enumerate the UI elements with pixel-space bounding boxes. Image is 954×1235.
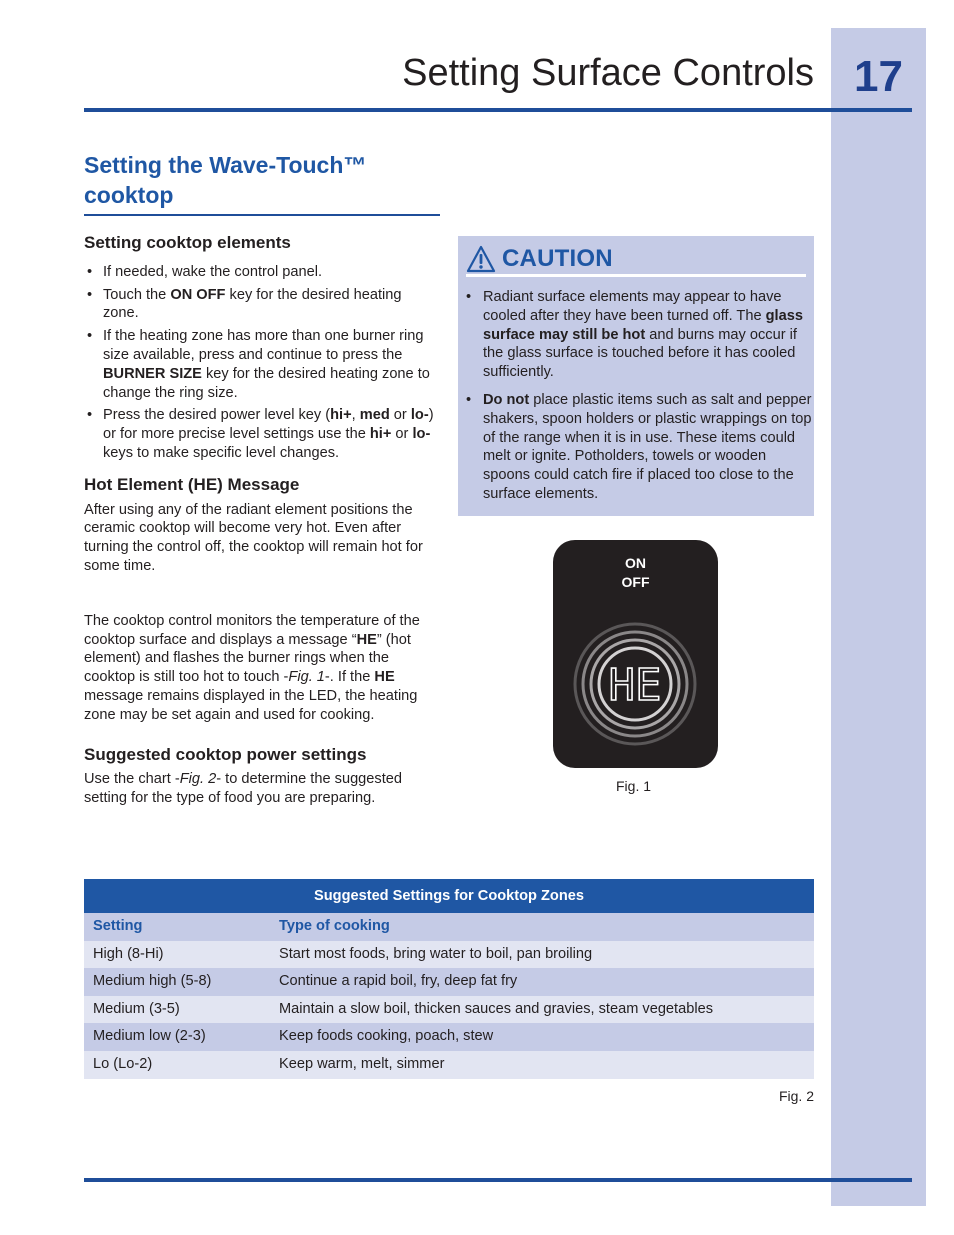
hot-element-para1: After using any of the radiant element positions the ceramic cooktop will become very hot. Even after turning the control off, the cooktop will remain hot for some time. <box>84 501 423 574</box>
caution-box <box>458 236 814 516</box>
table-cell: Continue a rapid boil, fry, deep fat fry <box>279 973 518 990</box>
list-item: • If the heating zone has more than one burner ring size available, press and continue to press the BURNER SIZE key for the desired heating zone to change the ring size. <box>84 327 440 402</box>
suggested-para: Use the chart -Fig. 2- to determine the suggested setting for the type of food you are preparing. <box>84 771 402 807</box>
table-cell: Maintain a slow boil, thicken sauces and gravies, steam vegetables <box>279 1000 713 1017</box>
hot-element-para2: The cooktop control monitors the temperature of the cooktop surface and displays a message “HE” (hot element) and flashes the burner rings when the cooktop is still too hot to touch -Fig. 1-. If the HE message remains displayed in the LED, the heating zone may be set again and used for cooking. <box>84 612 420 723</box>
settings-table <box>84 879 814 1079</box>
page-number: 17 <box>854 52 903 101</box>
section-title-line1: Setting the Wave-Touch™ <box>84 152 367 178</box>
caution-rule <box>466 274 806 277</box>
table-caption: Fig. 2 <box>778 1088 814 1104</box>
burner-rings-icon <box>571 620 699 748</box>
column-header: Setting <box>93 918 143 934</box>
table-row <box>84 1023 814 1051</box>
elements-heading: Setting cooktop elements <box>84 233 291 252</box>
table-cell: Medium (3-5) <box>93 1000 180 1017</box>
table-cell: Medium low (2-3) <box>93 1028 206 1045</box>
list-item: • Touch the ON OFF key for the desired heating zone. <box>84 286 440 324</box>
figure-caption: Fig. 1 <box>616 778 652 794</box>
elements-list <box>84 263 440 463</box>
table-row <box>84 968 814 996</box>
list-item: • Radiant surface elements may appear to have cooled after they have been turned off. The glass surface may still be hot and burns may occur if the glass surface is touched before it has cooled sufficiently. <box>466 288 812 382</box>
table-title: Suggested Settings for Cooktop Zones <box>84 879 814 913</box>
on-label: ON <box>625 555 646 571</box>
control-panel-illustration <box>553 540 718 768</box>
table-row <box>84 996 814 1024</box>
side-tab <box>831 28 926 1206</box>
list-item: • If needed, wake the control panel. <box>84 263 440 282</box>
caution-list <box>466 288 812 513</box>
table-cell: Lo (Lo-2) <box>93 1055 153 1072</box>
section-title <box>84 150 440 210</box>
section-rule <box>84 214 440 216</box>
caution-header <box>466 242 613 276</box>
table-cell: Start most foods, bring water to boil, pan broiling <box>279 945 593 962</box>
hot-element-heading: Hot Element (HE) Message <box>84 474 300 494</box>
table-row <box>84 1051 814 1079</box>
warning-icon <box>466 245 496 273</box>
table-cell: Keep foods cooking, poach, stew <box>279 1028 494 1045</box>
list-item: • Press the desired power level key (hi+, med or lo-) or for more precise level settings use the hi+ or lo- keys to make specific level changes. <box>84 406 440 462</box>
page-title: Setting Surface Controls <box>402 52 814 94</box>
caution-title: CAUTION <box>502 245 613 272</box>
left-column <box>84 234 440 808</box>
column-header: Type of cooking <box>279 918 390 934</box>
off-label: OFF <box>621 574 650 590</box>
footer-rule <box>84 1178 912 1182</box>
table-cell: High (8-Hi) <box>93 945 164 962</box>
he-display: HE <box>608 660 662 711</box>
table-header-row <box>84 913 814 941</box>
header-rule <box>84 108 912 112</box>
table-cell: Keep warm, melt, simmer <box>279 1055 445 1072</box>
suggested-heading: Suggested cooktop power settings <box>84 744 367 764</box>
section-title-line2: cooktop <box>84 182 174 208</box>
table-cell: Medium high (5-8) <box>93 973 212 990</box>
table-row <box>84 941 814 969</box>
list-item: • Do not place plastic items such as salt and pepper shakers, spoon holders or plastic wrappings on top of the range when it is in use. These items could melt or ignite. Potholders, towels or wooden spoons could catch fire if placed too close to the surface elements. <box>466 391 812 504</box>
